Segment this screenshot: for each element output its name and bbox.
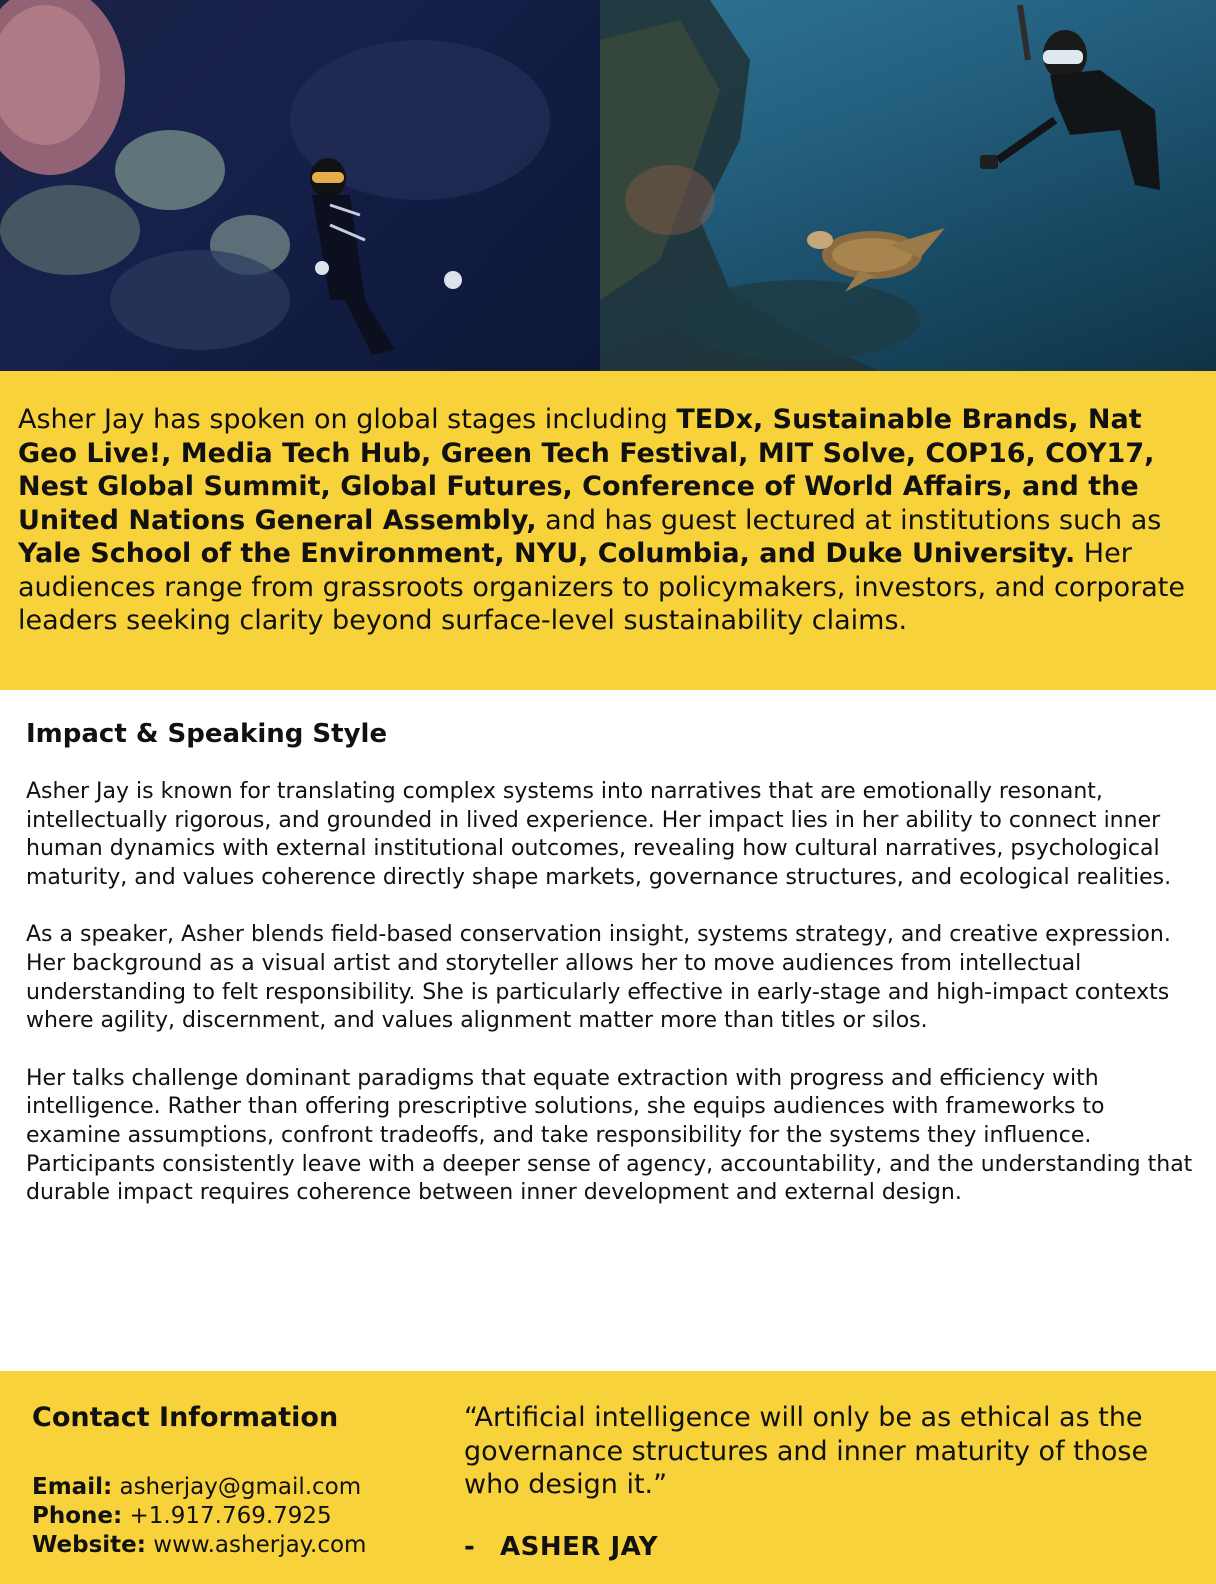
diver-turtle-photo xyxy=(600,0,1216,371)
intro-paragraph xyxy=(18,403,1198,638)
contact-email xyxy=(32,1473,432,1502)
photo-banner xyxy=(0,0,1216,371)
attribution-dash: - xyxy=(464,1531,476,1562)
email-link[interactable]: asherjay@gmail.com xyxy=(112,1474,362,1500)
impact-heading: Impact & Speaking Style xyxy=(26,719,388,749)
impact-paragraph-2: As a speaker, Asher blends field-based conservation insight, systems strategy, and creative expression. Her background as a visual artist and storyteller allows her to move audiences from intellectual understanding to felt responsibility. She is particularly effective in early-stage and high-impact contexts where agility, discernment, and values alignment matter more than titles or silos. xyxy=(26,922,1171,1034)
contact-heading: Contact Information xyxy=(32,1402,339,1433)
contact-phone xyxy=(32,1502,432,1531)
impact-section xyxy=(26,718,1196,1237)
intro-institutions: Yale School of the Environment, NYU, Columbia, and Duke University. xyxy=(18,538,1076,569)
phone-label: Phone: xyxy=(32,1503,123,1529)
footer-band xyxy=(0,1371,1216,1584)
quote-author: ASHER JAY xyxy=(500,1531,659,1562)
intro-band xyxy=(0,371,1216,690)
contact-block xyxy=(32,1401,432,1560)
website-label: Website: xyxy=(32,1532,146,1558)
intro-speaking-venues: TEDx, Sustainable Brands, Nat Geo Live!, Media Tech Hub, Green Tech Festival, MIT Solve, COP16, COY17, Nest Global Summit, Global Futures, Conference of World Affairs, and the United Nations General Assembly, xyxy=(18,404,1155,536)
diver-coral-photo xyxy=(0,0,600,371)
quote-text: “Artificial intelligence will only be as ethical as the governance structures and inner maturity of those who design it.” xyxy=(464,1402,1149,1500)
quote-block xyxy=(464,1401,1204,1562)
impact-paragraph-3: Her talks challenge dominant paradigms that equate extraction with progress and efficiency with intelligence. Rather than offering prescriptive solutions, she equips audiences with frameworks to examine assumptions, confront tradeoffs, and take responsibility for the systems they influence. Participants consistently leave with a deeper sense of agency, accountability, and the understanding that durable impact requires coherence between inner development and external design. xyxy=(26,1065,1193,1206)
email-label: Email: xyxy=(32,1474,113,1500)
phone-link[interactable]: +1.917.769.7925 xyxy=(122,1503,332,1529)
intro-text-1: Asher Jay has spoken on global stages including xyxy=(18,404,677,435)
contact-website xyxy=(32,1531,432,1560)
quote-attribution xyxy=(464,1532,1204,1562)
intro-text-2: and has guest lectured at institutions such as xyxy=(536,504,1162,536)
website-link[interactable]: www.asherjay.com xyxy=(145,1532,367,1558)
intro-text-3: Her audiences range from grassroots organizers to policymakers, investors, and corporate leaders seeking clarity beyond surface-level sustainability claims. xyxy=(18,538,1185,636)
impact-paragraph-1: Asher Jay is known for translating complex systems into narratives that are emotionally resonant, intellectually rigorous, and grounded in lived experience. Her impact lies in her ability to connect inner human dynamics with external institutional outcomes, revealing how cultural narratives, psychological maturity, and values coherence directly shape markets, governance structures, and ecological realities. xyxy=(26,779,1172,891)
